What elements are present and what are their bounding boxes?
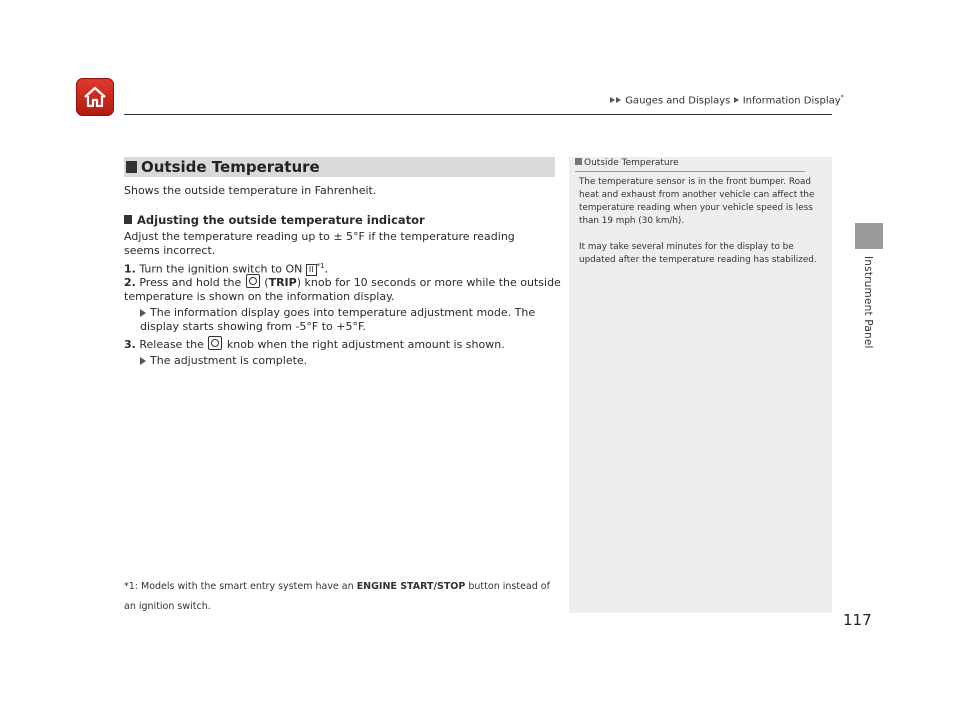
footnote-suffix: button instead of an ignition switch.	[124, 581, 550, 612]
knob-icon	[246, 274, 260, 288]
page-number: 117	[843, 611, 872, 629]
breadcrumb	[610, 94, 844, 106]
step-text: Turn the ignition switch to ON	[139, 262, 303, 276]
result-text: The adjustment is complete.	[150, 354, 308, 367]
breadcrumb-arrow-icon	[616, 97, 621, 103]
breadcrumb-mark: *	[840, 94, 844, 101]
step-text-post: knob for 10 seconds or more while the outside temperature is shown on the information display.	[124, 276, 561, 303]
section-title: Outside Temperature	[141, 158, 320, 176]
side-tab[interactable]	[855, 223, 883, 249]
step-number: 1.	[124, 262, 136, 276]
footnote-prefix: *1: Models with the smart entry system have an	[124, 581, 354, 592]
subheading	[124, 213, 425, 227]
step-2: 2. Press and hold the (TRIP) knob for 10 seconds or more while the outside temperature is shown on the information display. The information display goes into temperature adjustment mode. The display starts showing from -5°F to +5°F.	[124, 274, 564, 334]
header-divider	[124, 114, 832, 115]
ignition-on-icon: II	[306, 264, 317, 276]
note-icon	[575, 158, 582, 165]
breadcrumb-arrow-icon	[610, 97, 615, 103]
intro-text: Shows the outside temperature in Fahrenheit.	[124, 184, 377, 197]
result-arrow-icon	[140, 357, 146, 365]
breadcrumb-item-information-display[interactable]: Information Display	[742, 95, 841, 107]
subheading-square-icon	[124, 215, 132, 224]
step-text-post: knob when the right adjustment amount is shown.	[226, 338, 505, 351]
step-3-result	[124, 354, 564, 368]
engine-start-stop-label: ENGINE START/STOP	[356, 581, 466, 592]
side-note-panel	[569, 157, 832, 613]
note-paragraph-1: The temperature sensor is in the front bumper. Road heat and exhaust from another vehicle can affect the temperature reading when your vehicle speed is less than 19 mph (30 km/h).	[579, 177, 815, 226]
note-title-text: Outside Temperature	[584, 158, 679, 168]
side-tab-label: Instrument Panel	[862, 256, 874, 349]
step-2-result	[124, 306, 564, 334]
note-title	[575, 158, 679, 168]
note-divider	[575, 171, 805, 172]
step-text-pre: Release the	[139, 338, 204, 351]
home-icon	[82, 84, 108, 110]
section-header	[124, 157, 555, 177]
knob-icon	[208, 336, 222, 350]
section-square-icon	[126, 161, 137, 173]
step-end: .	[324, 262, 329, 276]
step-number: 2.	[124, 276, 136, 289]
note-paragraph-2: It may take several minutes for the display to be updated after the temperature reading has stabilized.	[579, 242, 817, 265]
breadcrumb-item-gauges[interactable]: Gauges and Displays	[625, 95, 731, 107]
step-text-pre: Press and hold the	[139, 276, 242, 289]
step-number: 3.	[124, 338, 136, 351]
footnote	[124, 577, 564, 617]
step-3	[124, 336, 564, 368]
trip-label: TRIP	[268, 276, 297, 289]
footnote-ref: *1	[316, 262, 325, 270]
subheading-text: Adjusting the outside temperature indicator	[137, 213, 425, 227]
result-text: The information display goes into temperature adjustment mode. The display starts showing from -5°F to +5°F.	[140, 306, 536, 333]
adjust-description: Adjust the temperature reading up to ± 5°F if the temperature reading seems incorrect.	[124, 230, 515, 257]
result-arrow-icon	[140, 309, 146, 317]
home-button[interactable]	[76, 78, 114, 116]
breadcrumb-arrow-icon	[734, 97, 739, 103]
